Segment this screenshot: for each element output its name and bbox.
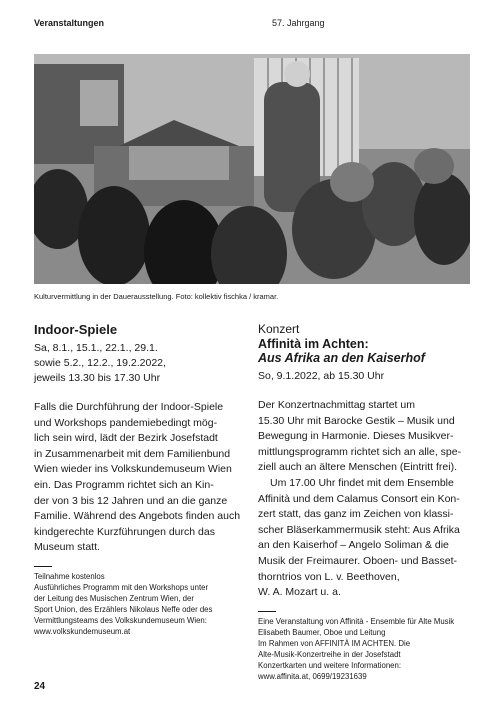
body-line: in Zusammenarbeit mit dem Familienbund [34,447,231,460]
note-line: Konzertkarten und weitere Informationen: [258,660,402,670]
article-notes [34,571,248,637]
body-line: Musik der Freimaurer. Oboen- und Basset- [258,554,457,567]
body-line: an den Kaiserhof – Angelo Soliman & die [258,539,449,552]
photo-caption: Kulturvermittlung in der Dauerausstellung. Foto: kollektiv fischka / kramar. [34,292,279,301]
event-dates [34,341,248,386]
note-line: Teilnahme kostenlos [34,571,105,581]
photo-illustration [34,54,470,284]
body-line: ziell auch an ältere Menschen (Eintritt frei). [258,461,458,474]
divider [34,566,52,567]
section-title: Veranstaltungen [34,18,105,28]
article-title: Indoor-Spiele [34,322,118,337]
note-line: Eine Veranstaltung von Affinità - Ensemble für Alte Musik [258,616,455,626]
note-line: www.affinita.at, 0699/19231639 [258,671,367,681]
body-line: Wien wieder ins Volkskundemuseum Wien [34,463,232,476]
article-subtitle: Aus Afrika an den Kaiserhof [258,351,425,365]
body-line: Falls die Durchführung der Indoor-Spiele [34,401,224,413]
date-line: jeweils 13.30 bis 17.30 Uhr [34,372,161,384]
body-line: scher Bläserkammermusik steht: Aus Afrika [258,523,460,536]
body-line: mittlungsprogramm richtet sich an alle, spe- [258,445,462,458]
body-line: Der Konzertnachmittag startet um [258,399,415,411]
body-line: Museum statt. [34,541,100,554]
note-line: Elisabeth Baumer, Oboe und Leitung [258,627,386,637]
museum-photo [34,54,470,284]
note-line: der Leitung des Musischen Zentrum Wien, der [34,593,194,603]
body-line: und Workshops pandemiebedingt mög- [34,416,218,429]
body-line: lich sein wird, lädt der Bezirk Josefstadt [34,432,218,445]
note-line: Ausführliches Programm mit den Workshops unter [34,582,209,592]
event-date [258,369,472,384]
note-line: Sport Union, des Erzählers Nikolaus Neffe oder des [34,604,213,614]
note-line: Alte-Musik-Konzertreihe in der Josefstadt [258,649,401,659]
indoor-games-article [34,322,248,637]
article-category: Konzert [258,322,300,336]
note-line: Im Rahmen von AFFINITÀ IM ACHTEN. Die [258,638,411,648]
article-title: Affinità im Achten: [258,337,369,351]
article-body [34,400,248,556]
article-notes [258,616,472,682]
issue-label: 57. Jahrgang [272,18,325,28]
body-line: Bewegung in Harmonie. Dieses Musikver- [258,430,454,443]
article-body [258,398,472,601]
body-line: kindgerechte Kurzführungen durch das [34,525,215,538]
body-line: der von 3 bis 12 Jahren und an die ganze [34,494,228,507]
note-line: Vermittlungsteams des Volkskundemuseum Wien: [34,615,207,625]
page-number: 24 [34,681,46,692]
body-line: Affinità und dem Calamus Consort ein Kon- [258,492,460,505]
body-line: Familie. Während des Angebots finden auch [34,510,241,523]
body-line: 15.30 Uhr mit Barocke Gestik – Musik und [258,414,455,427]
date-line: So, 9.1.2022, ab 15.30 Uhr [258,370,385,382]
concert-article [258,322,472,682]
body-line: zert statt, das ganz im Zeichen von klassi- [258,508,454,521]
divider [258,611,276,612]
body-line: W. A. Mozart u. a. [258,586,341,599]
date-line: sowie 5.2., 12.2., 19.2.2022, [34,357,166,369]
date-line: Sa, 8.1., 15.1., 22.1., 29.1. [34,342,158,354]
body-line: Um 17.00 Uhr findet mit dem Ensemble [270,476,454,489]
note-line: www.volkskundemuseum.at [34,626,131,636]
body-line: ein. Das Programm richtet sich an Kin- [34,478,214,491]
body-line: thorntrios von L. v. Beethoven, [258,570,400,583]
